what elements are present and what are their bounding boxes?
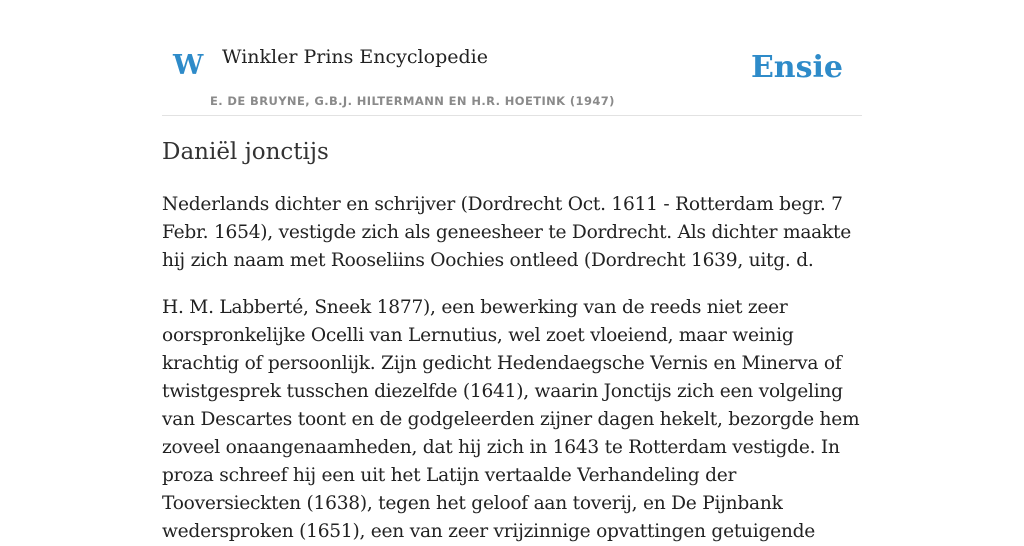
ensie-brand-logo[interactable]: Ensie [750, 50, 843, 85]
article-paragraph: H. M. Labberté, Sneek 1877), een bewerking van de reeds niet zeer oorspronkelijke Ocelli van Lernutius, wel zoet vloeiend, maar weinig krachtig of persoonlijk. Zijn gedicht Hedendaegsche Vernis en Minerva of twistgesprek tusschen diezelfde (1641), waarin Jonctijs zich een volgeling van Descartes toont en de godgeleerden zijner dagen hekelt, bezorgde hem zoveel onaangenaamheden, dat hij zich in 1643 te Rotterdam vestigde. In proza schreef hij een uit het Latijn vertaalde Verhandeling der Tooversieckten (1638), tegen het geloof aan toverij, en De Pijnbank wedersproken (1651), een van zeer vrijzinnige opvattingen getuigende [162, 296, 860, 542]
source-header [162, 38, 862, 116]
article-title: Daniël jonctijs [162, 139, 329, 165]
article [162, 138, 862, 546]
article-paragraph: Nederlands dichter en schrijver (Dordrecht Oct. 1611 - Rotterdam begr. 7 Febr. 1654), vestigde zich als geneesheer te Dordrecht. Als dichter maakte hij zich naam met Rooseliins Oochies ontleed (Dordrecht 1639, uitg. d. [162, 193, 852, 271]
source-title-link[interactable]: Winkler Prins Encyclopedie [222, 46, 488, 68]
winkler-prins-logo-icon[interactable]: W [173, 50, 204, 81]
source-authors: E. DE BRUYNE, G.B.J. HILTERMANN EN H.R. HOETINK (1947) [210, 94, 615, 108]
